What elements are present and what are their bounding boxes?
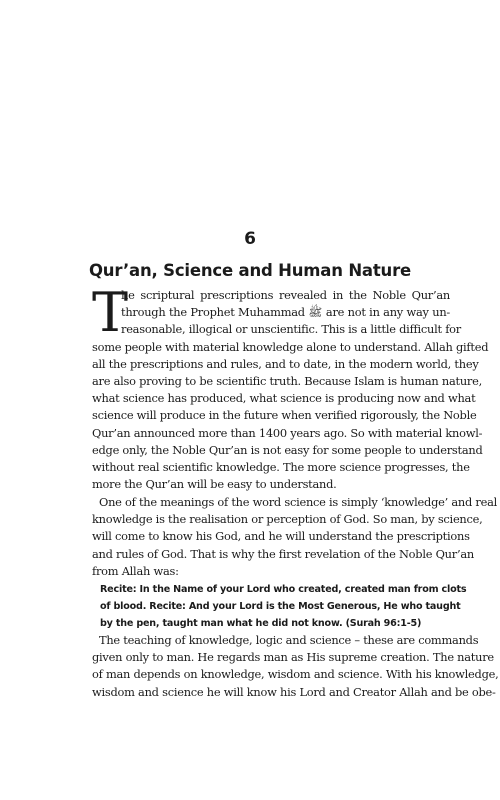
paragraph-line: what science has produced, what science is producing now and what [92,391,476,406]
paragraph-line: through the Prophet Muhammad ﷺ are not in any way un- [121,305,451,320]
paragraph-line: The teaching of knowledge, logic and science – these are commands [99,633,479,647]
quran-quote [100,581,467,633]
paragraph-teaching [92,632,499,701]
paragraph-line: wisdom and science he will know his Lord and Creator Allah and be obe- [92,684,496,699]
paragraph-line: are also proving to be scientific truth. Because Islam is human nature, [92,374,482,389]
paragraph-line: Qur’an announced more than 1400 years ago. So with material knowl- [92,425,483,440]
paragraph-line: knowledge is the realisation or perception of God. So man, by science, [92,512,483,527]
paragraph-line: from Allah was: [92,563,179,578]
paragraph-line: edge only, the Noble Qur’an is not easy for some people to understand [92,442,483,457]
paragraph-line: and rules of God. That is why the first revelation of the Noble Qur’an [92,546,474,561]
paragraph-science-meaning [92,494,497,580]
paragraph-line: reasonable, illogical or unscientific. This is a little difficult for [121,322,461,337]
drop-cap-letter: T [92,281,129,344]
paragraph-line: more the Qur’an will be easy to understand. [92,477,337,492]
paragraph-line: will come to know his God, and he will understand the prescriptions [92,529,470,544]
quote-line: Recite: In the Name of your Lord who created, created man from clots [100,584,467,595]
paragraph-intro [92,281,489,493]
quote-line: by the pen, taught man what he did not know. (Surah 96:1-5) [100,618,422,630]
paragraph-line: all the prescriptions and rules, and to date, in the modern world, they [92,356,479,371]
paragraph-line: some people with material knowledge alone to understand. Allah gifted [92,339,489,354]
paragraph-line: given only to man. He regards man as His supreme creation. The nature [92,650,494,665]
chapter-title: Qur’an, Science and Human Nature [88,261,412,280]
chapter-number: 6 [244,229,256,249]
paragraph-line: science will produce in the future when verified rigorously, the Noble [92,408,477,423]
paragraph-line: of man depends on knowledge, wisdom and science. With his knowledge, [92,667,499,682]
paragraph-line: he scriptural prescriptions revealed in the Noble Qur’an [121,288,450,302]
paragraph-line: without real scientific knowledge. The more science progresses, the [92,460,470,475]
quote-line: of blood. Recite: And your Lord is the Most Generous, He who taught [100,601,461,613]
paragraph-line: One of the meanings of the word science is simply ‘knowledge’ and real [99,495,497,509]
